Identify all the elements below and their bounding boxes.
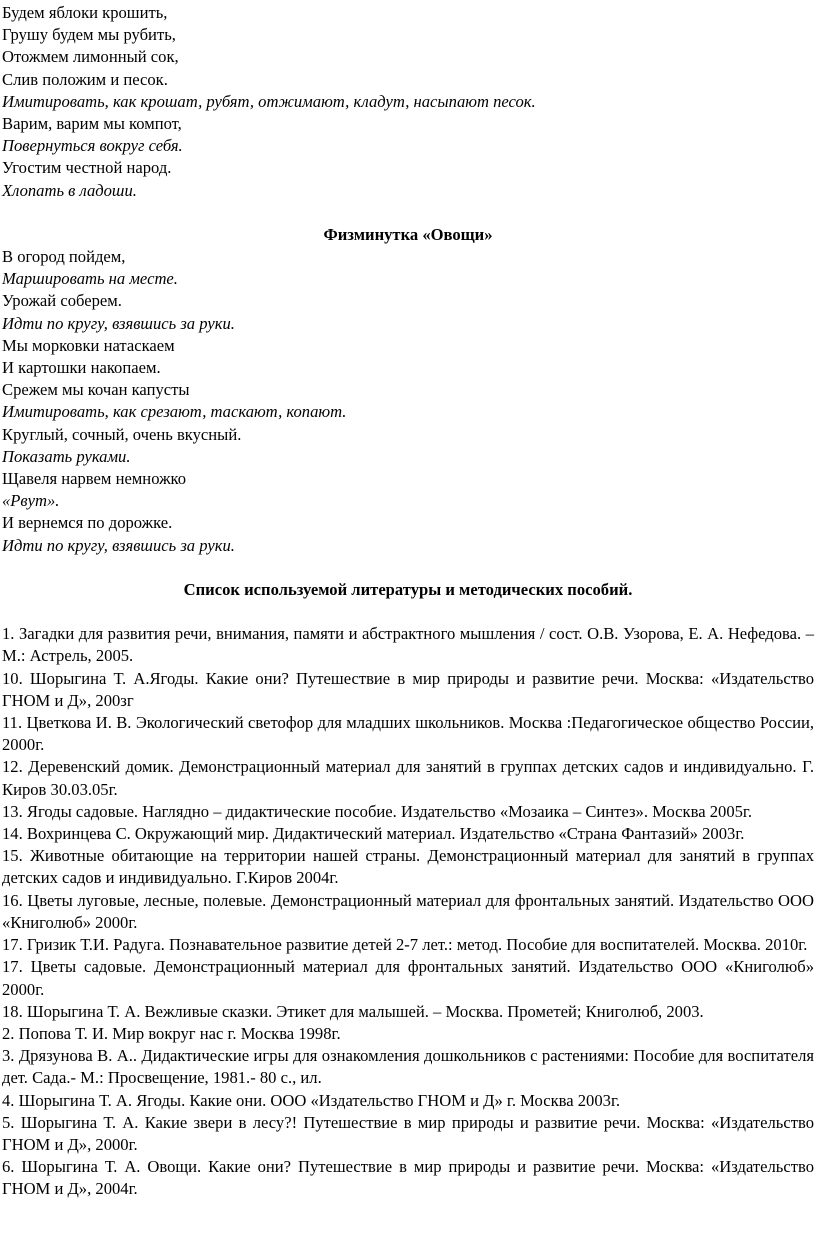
reference-item: 18. Шорыгина Т. А. Вежливые сказки. Этикет для малышей. – Москва. Прометей; Книголюб, 2003. <box>2 1001 704 1021</box>
poem-apples-instruction: Хлопать в ладоши. <box>2 180 137 200</box>
reference-item: 1. Загадки для развития речи, внимания, памяти и абстрактного мышления / сост. О.В. Узорова, Е. А. Нефедова. – М.: Астрель, 2005. <box>2 624 814 666</box>
poem-vegetables-instruction: «Рвут». <box>2 491 60 511</box>
poem-apples-line: Слив положим и песок. <box>2 69 168 89</box>
reference-item: 4. Шорыгина Т. А. Ягоды. Какие они. ООО «Издательство ГНОМ и Д» г. Москва 2003г. <box>2 1090 621 1110</box>
poem-vegetables-line: Мы морковки натаскаем <box>2 335 175 355</box>
reference-item: 17. Гризик Т.И. Радуга. Познавательное развитие детей 2-7 лет.: метод. Пособие для воспитателей. Москва. 2010г. <box>2 935 808 955</box>
poem-vegetables-instruction: Идти по кругу, взявшись за руки. <box>2 313 235 333</box>
poem-vegetables-line: В огород пойдем, <box>2 247 126 267</box>
spacer <box>0 557 816 579</box>
references-title: Список используемой литературы и методических пособий. <box>183 579 633 599</box>
poem-apples-line: Угостим честной народ. <box>2 158 172 178</box>
poem-vegetables-line: И вернемся по дорожке. <box>2 513 173 533</box>
reference-item: 17. Цветы садовые. Демонстрационный материал для фронтальных занятий. Издательство ООО «Книголюб» 2000г. <box>2 957 814 999</box>
reference-item: 14. Вохринцева С. Окружающий мир. Дидактический материал. Издательство «Страна Фантазий» 2003г. <box>2 824 745 844</box>
poem-vegetables-instruction: Имитировать, как срезают, таскают, копают. <box>2 402 347 422</box>
poem-apples-line: Отожмем лимонный сок, <box>2 47 179 67</box>
poem-apples-line: Грушу будем мы рубить, <box>2 25 176 45</box>
reference-item: 16. Цветы луговые, лесные, полевые. Демонстрационный материал для фронтальных занятий. Издательство ООО «Книголюб» 2000г. <box>2 890 814 932</box>
reference-item: 3. Дрязунова В. А.. Дидактические игры для ознакомления дошкольников с растениями: Пособие для воспитателя дет. Сада.- М.: Просвещение, 1981.- 80 с., ил. <box>2 1046 814 1088</box>
reference-item: 2. Попова Т. И. Мир вокруг нас г. Москва 1998г. <box>2 1023 341 1043</box>
poem-vegetables-instruction: Маршировать на месте. <box>2 269 178 289</box>
poem-vegetables-line: И картошки накопаем. <box>2 358 161 377</box>
spacer <box>0 202 816 224</box>
references-list <box>0 623 816 1200</box>
poem-apples-instruction: Имитировать, как крошат, рубят, отжимают, кладут, насыпают песок. <box>2 91 536 111</box>
reference-item: 12. Деревенский домик. Демонстрационный материал для занятий в группах детских садов и индивидуально. Г. Киров 30.03.05г. <box>2 757 814 799</box>
poem-vegetables-line: Щавеля нарвем немножко <box>2 468 187 488</box>
poem-apples-line: Будем яблоки крошить, <box>2 3 168 22</box>
poem-apples-line: Варим, варим мы компот, <box>2 113 182 133</box>
poem-vegetables-instruction: Идти по кругу, взявшись за руки. <box>2 535 235 555</box>
section-title-vegetables: Физминутка «Овощи» <box>323 224 493 244</box>
spacer <box>0 601 816 623</box>
poem-vegetables-line: Урожай соберем. <box>2 291 122 311</box>
reference-item: 15. Животные обитающие на территории нашей страны. Демонстрационный материал для занятий в группах детских садов и индивидуально. Г.Киров 2004г. <box>2 846 814 888</box>
poem-vegetables-line: Срежем мы кочан капусты <box>2 380 190 400</box>
poem-vegetables <box>0 246 816 557</box>
reference-item: 5. Шорыгина Т. А. Какие звери в лесу?! Путешествие в мир природы и развитие речи. Москва: «Издательство ГНОМ и Д», 2000г. <box>2 1112 814 1154</box>
poem-apples-instruction: Повернуться вокруг себя. <box>2 136 183 156</box>
poem-vegetables-line: Круглый, сочный, очень вкусный. <box>2 424 242 444</box>
reference-item: 10. Шорыгина Т. А.Ягоды. Какие они? Путешествие в мир природы и развитие речи. Москва: «Издательство ГНОМ и Д», 200зг <box>2 668 814 710</box>
poem-apples <box>0 2 816 202</box>
reference-item: 11. Цветкова И. В. Экологический светофор для младших школьников. Москва :Педагогическое общество России, 2000г. <box>2 713 814 755</box>
reference-item: 6. Шорыгина Т. А. Овощи. Какие они? Путешествие в мир природы и развитие речи. Москва: «Издательство ГНОМ и Д», 2004г. <box>2 1157 814 1199</box>
poem-vegetables-instruction: Показать руками. <box>2 446 131 466</box>
reference-item: 13. Ягоды садовые. Наглядно – дидактические пособие. Издательство «Мозаика – Синтез». Москва 2005г. <box>2 801 752 821</box>
